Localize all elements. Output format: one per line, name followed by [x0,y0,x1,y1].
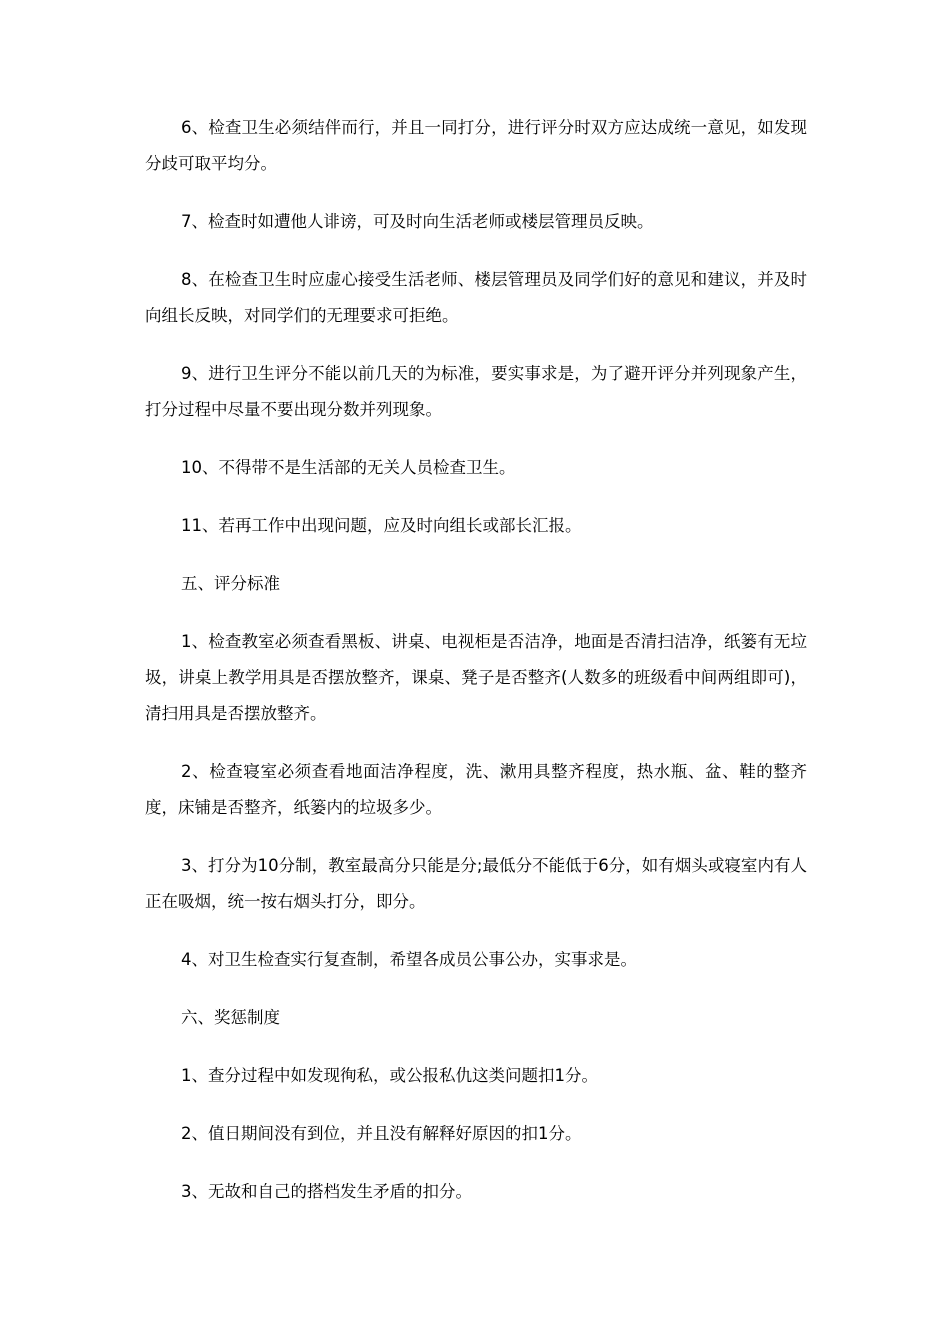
reward-1-paragraph: 1、查分过程中如发现徇私，或公报私仇这类问题扣1分。 [181,1066,598,1085]
scoring-4-paragraph: 4、对卫生检查实行复查制，希望各成员公事公办，实事求是。 [181,950,637,969]
reward-3-paragraph: 3、无故和自己的搭档发生矛盾的扣分。 [181,1182,472,1201]
reward-2-paragraph: 2、值日期间没有到位，并且没有解释好原因的扣1分。 [181,1124,582,1143]
section-heading-rewards: 六、奖惩制度 [181,1008,280,1027]
scoring-1-paragraph: 1、检查教室必须查看黑板、讲桌、电视柜是否洁净，地面是否清扫洁净，纸篓有无垃圾，讲桌上教学用具是否摆放整齐，课桌、凳子是否整齐(人数多的班级看中间两组即可)，清扫用具是否摆放整齐。 [145,632,807,723]
rule-7-paragraph: 7、检查时如遭他人诽谤，可及时向生活老师或楼层管理员反映。 [181,212,654,231]
rule-10-paragraph: 10、不得带不是生活部的无关人员检查卫生。 [181,458,516,477]
scoring-3-paragraph: 3、打分为10分制，教室最高分只能是分;最低分不能低于6分，如有烟头或寝室内有人正在吸烟，统一按右烟头打分，即分。 [145,856,807,911]
document-body [145,110,807,1232]
rule-11-paragraph: 11、若再工作中出现问题，应及时向组长或部长汇报。 [181,516,582,535]
section-heading-scoring: 五、评分标准 [181,574,280,593]
rule-6-paragraph: 6、检查卫生必须结伴而行，并且一同打分，进行评分时双方应达成统一意见，如发现分歧可取平均分。 [145,118,807,173]
rule-8-paragraph: 8、在检查卫生时应虚心接受生活老师、楼层管理员及同学们好的意见和建议，并及时向组长反映，对同学们的无理要求可拒绝。 [145,270,807,325]
scoring-2-paragraph: 2、检查寝室必须查看地面洁净程度，洗、漱用具整齐程度，热水瓶、盆、鞋的整齐度，床铺是否整齐，纸篓内的垃圾多少。 [145,762,807,817]
rule-9-paragraph: 9、进行卫生评分不能以前几天的为标准，要实事求是，为了避开评分并列现象产生，打分过程中尽量不要出现分数并列现象。 [145,364,807,419]
